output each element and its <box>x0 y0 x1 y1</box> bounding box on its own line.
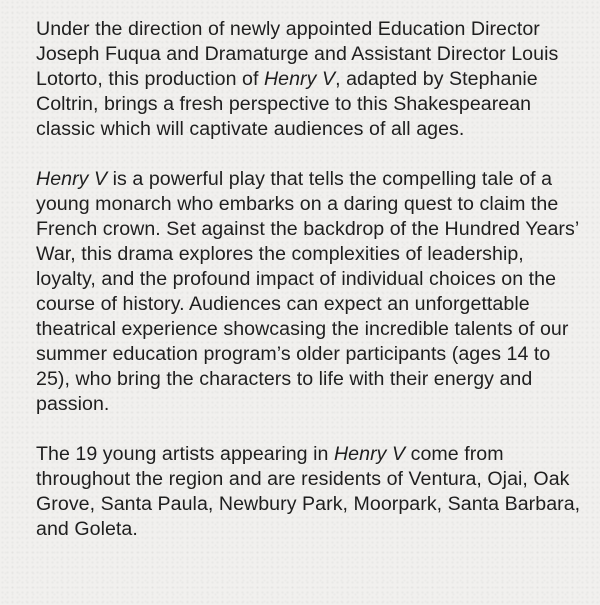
paragraph-cast <box>36 442 588 542</box>
text-segment: Under the direction of newly appointed Education Director Joseph Fuqua and Dramaturge and Assistant Director Louis Lotorto, this production of <box>36 18 559 90</box>
text-segment: The 19 young artists appearing in <box>36 443 334 465</box>
paragraph-intro <box>36 17 588 142</box>
text-segment: , adapted by Stephanie Coltrin, brings a fresh perspective to this Shakespearean classic which will captivate audiences of all ages. <box>36 68 538 140</box>
text-segment: come from throughout the region and are residents of Ventura, Ojai, Oak Grove, Santa Paula, Newbury Park, Moorpark, Santa Barbara, and Goleta. <box>36 443 581 540</box>
play-title: Henry V <box>36 168 108 190</box>
paragraph-synopsis <box>36 167 588 417</box>
play-title: Henry V <box>333 443 406 465</box>
text-segment: is a powerful play that tells the compelling tale of a young monarch who embarks on a daring quest to claim the French crown. Set against the backdrop of the Hundred Years’ War, this drama explores the complexities of leadership, loyalty, and the profound impact of individual choices on the course of history. Audiences can expect an unforgettable theatrical experience showcasing the incredible talents of our summer education program’s older participants (ages 14 to 25), who bring the characters to life with their energy and passion. <box>36 168 579 415</box>
play-title: Henry V <box>263 68 336 90</box>
